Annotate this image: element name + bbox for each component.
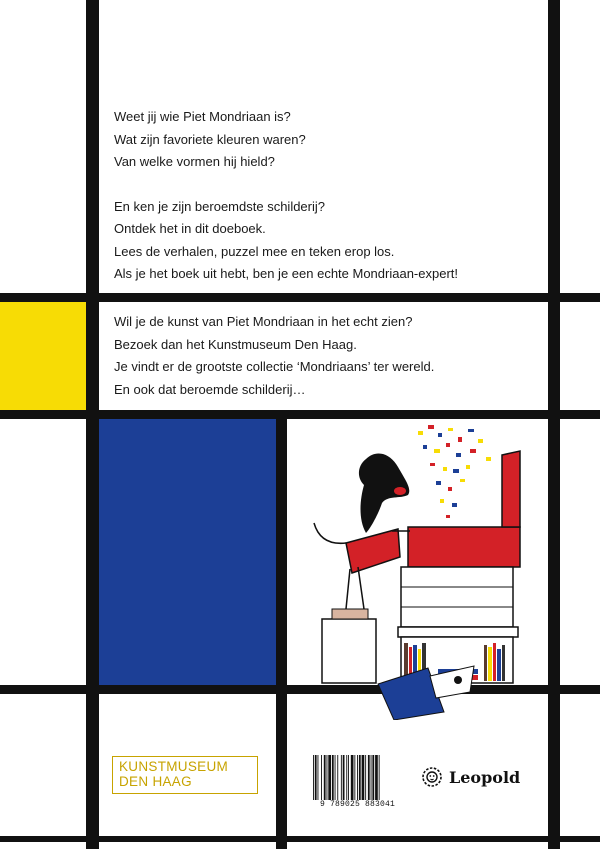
grid-line-horizontal-lower [0,685,600,694]
barcode-bar [318,755,319,800]
barcode-bar [359,755,361,800]
discover-line: Ontdek het in dit doeboek. [114,221,266,236]
visit-line: Je vindt er de grootste collectie ‘Mondriaans’ ter wereld. [114,359,435,374]
grid-line-vertical-left [86,0,99,849]
blue-block [99,419,276,685]
grid-line-vertical-middle [276,410,287,849]
discover-line: Als je het boek uit hebt, ben je een echte Mondriaan-expert! [114,266,458,281]
publisher-name: Leopold [449,767,521,787]
visit-line: En ook dat beroemde schilderij… [114,381,306,397]
barcode-number: 9 789025 883041 [319,800,395,809]
barcode-bar [375,755,378,800]
barcode-bar [321,755,322,800]
barcode-bar [346,755,347,800]
barcode-bar [379,755,380,800]
discover-line: Lees de verhalen, puzzel mee en teken erop los. [114,243,395,259]
discover-line: En ken je zijn beroemdste schilderij? [114,198,325,214]
barcode-bar [327,755,328,800]
museum-logo-line: KUNSTMUSEUM [119,759,229,774]
barcode-bar [372,755,374,800]
barcode-bar [371,755,372,800]
barcode-bar [328,755,331,800]
grid-line-horizontal-middle [0,410,600,419]
intro-line: Weet jij wie Piet Mondriaan is? [114,109,291,124]
barcode-bar [351,755,354,800]
lion-icon [420,765,444,789]
museum-logo-line: DEN HAAG [119,774,192,789]
visit-line: Bezoek dan het Kunstmuseum Den Haag. [114,336,357,352]
barcode-bars [313,755,402,800]
barcode-bar [354,755,355,800]
barcode-bar [362,755,365,800]
barcode-bar [343,755,345,800]
intro-line: Van welke vormen hij hield? [114,154,275,169]
grid-line-horizontal-bottom [0,836,600,842]
yellow-block [0,302,86,410]
barcode-bar [335,755,336,800]
barcode-bar [324,755,326,800]
intro-line: Wat zijn favoriete kleuren waren? [114,131,306,147]
barcode-bar [332,755,334,800]
visit-line: Wil je de kunst van Piet Mondriaan in het echt zien? [114,314,413,329]
barcode-bar [368,755,370,800]
visit-text [114,311,434,401]
museum-logo [112,756,258,794]
confetti [418,425,491,518]
barcode-bar [315,755,317,800]
publisher-logo [420,763,520,791]
dog-illustration [288,419,528,684]
barcode-bar [337,755,338,800]
barcode-bar [313,755,314,800]
book-on-floor [370,662,480,720]
barcode [311,753,404,815]
grid-line-vertical-right [548,0,560,849]
barcode-bar [365,755,366,800]
intro-text [114,106,458,286]
barcode-bar [348,755,349,800]
barcode-bar [357,755,358,800]
grid-line-horizontal-upper [0,293,600,302]
barcode-bar [341,755,342,800]
